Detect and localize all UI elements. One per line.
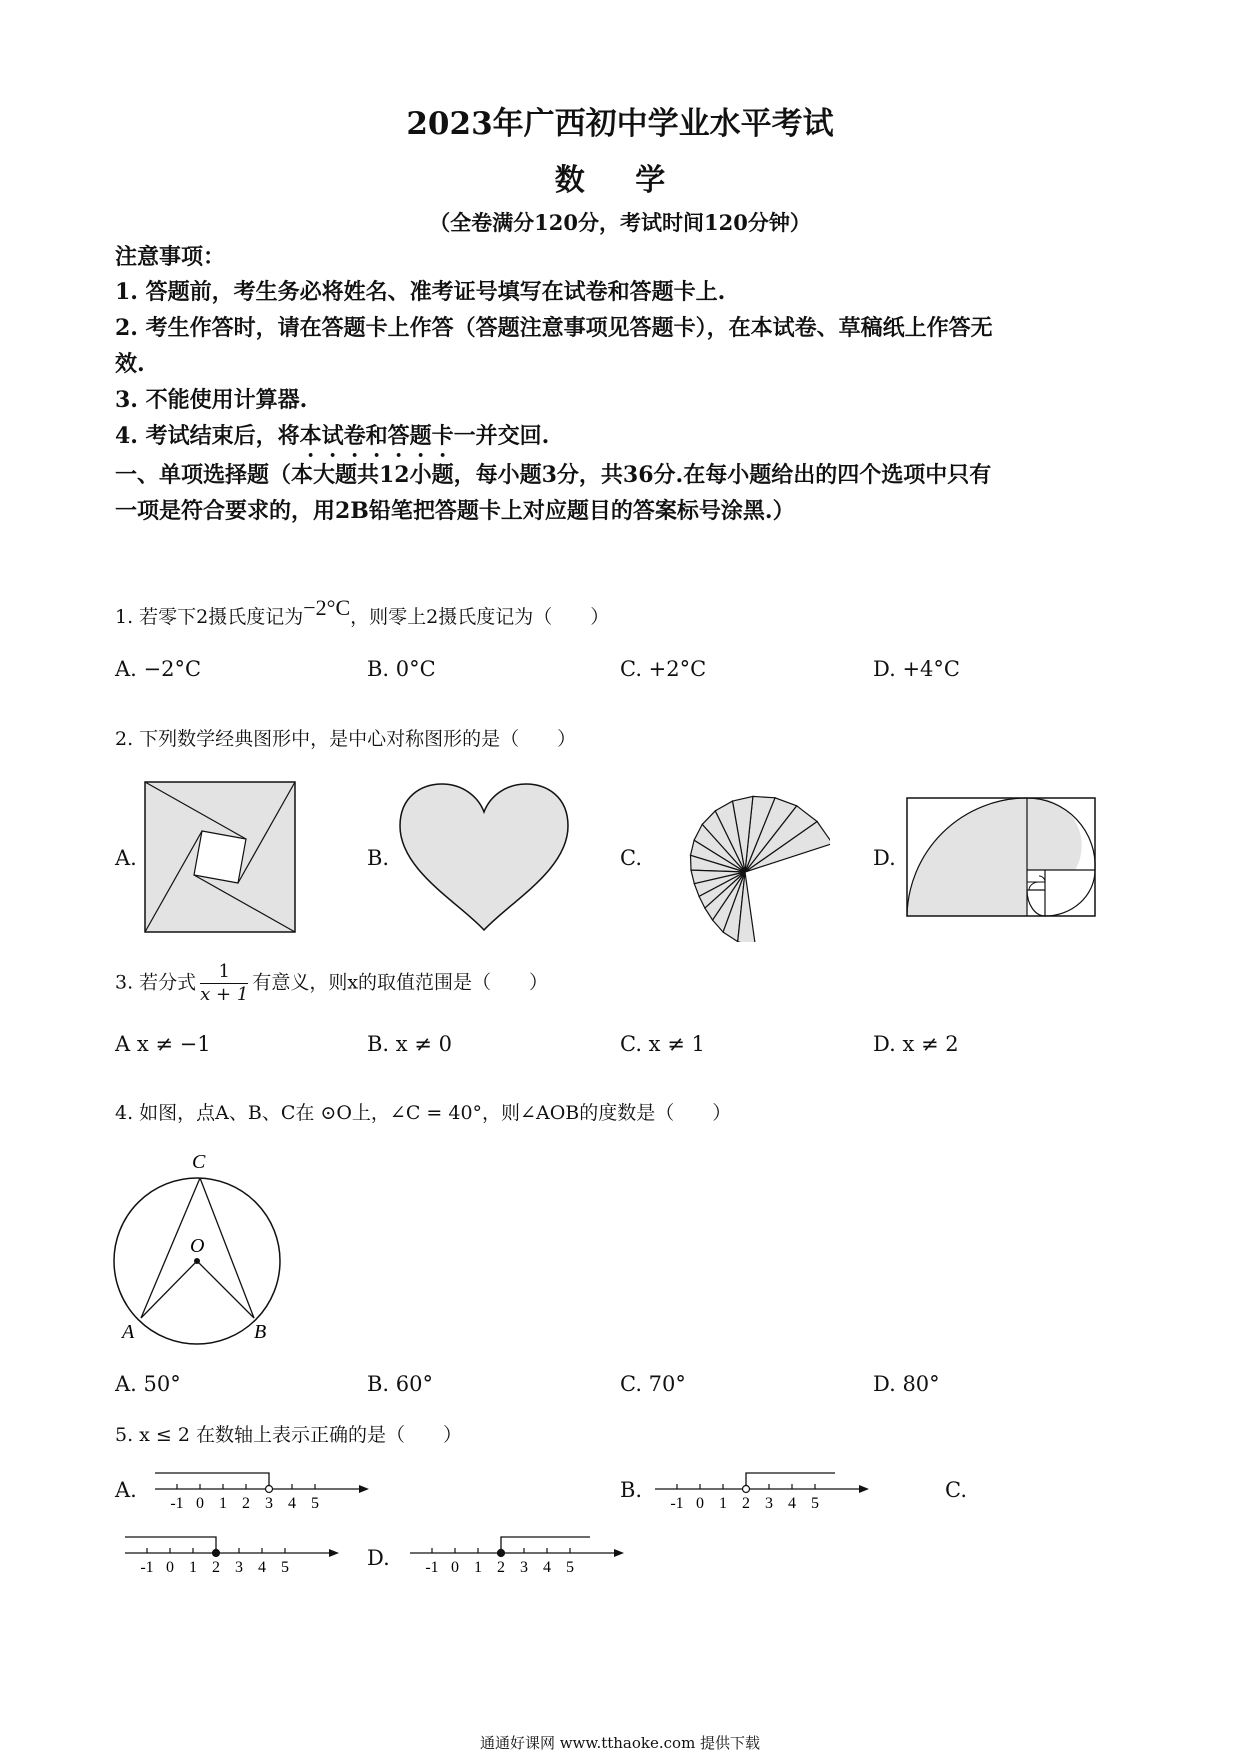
number-line-tick-label: 4: [258, 1559, 266, 1576]
closed-endpoint: [213, 1550, 220, 1557]
q4-option-c: C. 70°: [620, 1372, 686, 1396]
point-b-label: B: [254, 1321, 267, 1343]
notes-item: 效.: [115, 351, 145, 377]
number-line-tick-label: 1: [719, 1495, 727, 1512]
section-heading: 一、单项选择题（本大题共12小题，每小题3分，共36分.在每小题给出的四个选项中只有: [115, 462, 992, 488]
q4-option-d: D. 80°: [873, 1372, 940, 1396]
stem-text: 1. 若零下2摄氏度记为: [115, 606, 304, 628]
notes-heading: 注意事项：: [115, 244, 226, 270]
number-line-tick-label: 4: [788, 1495, 796, 1512]
q1-option-b: B. 0°C: [367, 657, 436, 681]
q2-option-c: C.: [620, 846, 642, 870]
number-line-tick-label: 3: [265, 1495, 273, 1512]
notes-item: 3. 不能使用计算器.: [115, 387, 308, 413]
number-line-d: [410, 1529, 625, 1579]
number-line-arrow: [614, 1549, 624, 1557]
number-line-arrow: [359, 1485, 369, 1493]
section-heading: 一项是符合要求的，用2B铅笔把答题卡上对应题目的答案标号涂黑.）: [115, 498, 795, 524]
number-line-tick-label: 0: [451, 1559, 459, 1576]
q3-option-a: A x ≠ −1: [115, 1032, 211, 1056]
q5-option-b: B.: [620, 1478, 643, 1502]
stem-text: ，则零上2摄氏度记为（ ）: [350, 606, 610, 628]
q1-option-c: C. +2°C: [620, 657, 707, 681]
point-a-label: A: [122, 1321, 135, 1343]
number-line-tick-label: 0: [696, 1495, 704, 1512]
fraction: [200, 961, 248, 1006]
number-line-tick-label: 2: [212, 1559, 220, 1576]
number-line-tick-label: 4: [543, 1559, 551, 1576]
number-line-tick-label: 5: [811, 1495, 819, 1512]
question-3-stem: [115, 961, 548, 1006]
number-line-a: [155, 1465, 370, 1515]
number-line-tick-label: 3: [235, 1559, 243, 1576]
notes-item-emphasis: 本试卷和答题卡: [299, 423, 454, 449]
number-line-arrow: [329, 1549, 339, 1557]
number-line-tick-label: 2: [242, 1495, 250, 1512]
notes-item: [115, 419, 549, 462]
fraction-numerator: 1: [200, 961, 248, 984]
number-line-tick-label: 4: [288, 1495, 296, 1512]
open-endpoint: [266, 1486, 273, 1493]
q5-option-a: A.: [115, 1478, 137, 1502]
exam-subtitle: （全卷满分120分，考试时间120分钟）: [429, 210, 811, 235]
notes-item: 2. 考生作答时，请在答题卡上作答（答题注意事项见答题卡），在本试卷、草稿纸上作答无: [115, 315, 993, 341]
number-line-c: [125, 1529, 340, 1579]
footer-credit: 通通好课网 www.tthaoke.com 提供下载: [479, 1734, 761, 1752]
question-1-stem: [115, 595, 610, 629]
number-line-tick-label: 5: [566, 1559, 574, 1576]
q3-option-b: B. x ≠ 0: [367, 1032, 452, 1056]
point-o-label: O: [190, 1235, 205, 1257]
q2-option-b: B.: [367, 846, 390, 870]
closed-endpoint: [498, 1550, 505, 1557]
q3-option-d: D. x ≠ 2: [873, 1032, 959, 1056]
number-line-tick-label: 3: [520, 1559, 528, 1576]
q4-option-b: B. 60°: [367, 1372, 434, 1396]
subject-title: 数 学: [554, 163, 686, 198]
golden-rectangle-figure: [905, 796, 1097, 918]
number-line-tick-label: 0: [166, 1559, 174, 1576]
number-line-tick-label: 0: [196, 1495, 204, 1512]
number-line-tick-label: 1: [219, 1495, 227, 1512]
number-line-tick-label: -1: [425, 1559, 439, 1576]
q1-option-d: D. +4°C: [873, 657, 960, 681]
solution-ray: [746, 1473, 835, 1489]
open-endpoint: [743, 1486, 750, 1493]
question-5-stem: 5. x ≤ 2 在数轴上表示正确的是（ ）: [115, 1424, 463, 1446]
spiral-triangles-figure: [645, 772, 830, 942]
number-line-tick-label: 1: [189, 1559, 197, 1576]
stem-text: 有意义，则x的取值范围是（ ）: [252, 971, 549, 994]
solution-ray: [155, 1473, 269, 1489]
heart-figure: [398, 782, 570, 932]
number-line-tick-label: 2: [497, 1559, 505, 1576]
q5-option-d: D.: [367, 1546, 390, 1570]
notes-item: 1. 答题前，考生务必将姓名、准考证号填写在试卷和答题卡上.: [115, 279, 726, 305]
notes-item-part: 一并交回.: [453, 423, 550, 449]
pinwheel-square-figure: [144, 781, 296, 933]
number-line-tick-label: -1: [670, 1495, 684, 1512]
q5-option-c: C.: [945, 1478, 967, 1502]
number-line-tick-label: 1: [474, 1559, 482, 1576]
number-line-tick-label: 3: [765, 1495, 773, 1512]
number-line-tick-label: 5: [311, 1495, 319, 1512]
question-2-stem: 2. 下列数学经典图形中，是中心对称图形的是（ ）: [115, 728, 577, 750]
stem-math: −2°C: [303, 595, 351, 620]
q2-option-d: D.: [873, 846, 896, 870]
exam-title: 2023年广西初中学业水平考试: [406, 106, 834, 142]
question-4-stem: 4. 如图，点A、B、C在 ⊙O上，∠C = 40°，则∠AOB的度数是（ ）: [115, 1102, 732, 1124]
number-line-tick-label: 5: [281, 1559, 289, 1576]
q4-option-a: A. 50°: [115, 1372, 181, 1396]
q2-option-a: A.: [115, 846, 137, 870]
circle-angle-figure: [104, 1140, 304, 1355]
q1-option-a: A. −2°C: [115, 657, 202, 681]
number-line-tick-label: -1: [140, 1559, 154, 1576]
q3-option-c: C. x ≠ 1: [620, 1032, 705, 1056]
solution-ray: [501, 1537, 590, 1553]
fraction-denominator: x + 1: [200, 984, 249, 1005]
number-line-tick-label: -1: [170, 1495, 184, 1512]
notes-item-part: 4. 考试结束后，将: [115, 423, 300, 449]
number-line-b: [655, 1465, 870, 1515]
point-c-label: C: [192, 1151, 206, 1173]
stem-text: 3. 若分式: [115, 971, 197, 994]
number-line-tick-label: 2: [742, 1495, 750, 1512]
number-line-arrow: [859, 1485, 869, 1493]
